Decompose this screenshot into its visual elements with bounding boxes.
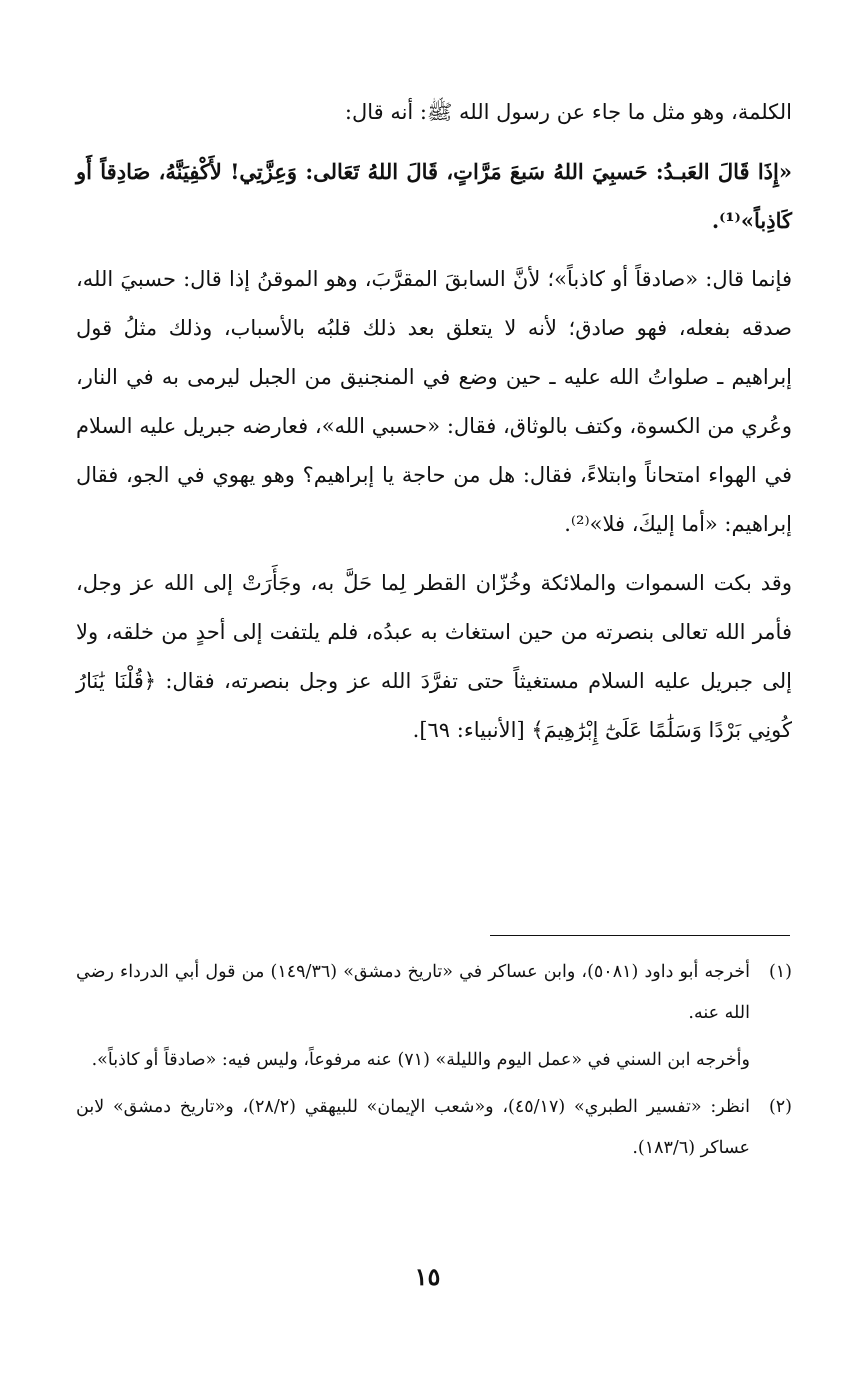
- footnote-divider: [490, 935, 790, 936]
- paragraph-intro: الكلمة، وهو مثل ما جاء عن رسول الله ﷺ: أنه قال:: [344, 100, 792, 124]
- footnote-text: أخرجه أبو داود (٥٠٨١)، وابن عساكر في «تاريخ دمشق» (١٤٩/٣٦) من قول أبي الدرداء رضي الله عنه.: [76, 962, 751, 1023]
- main-text: [76, 88, 792, 755]
- footnotes: [76, 952, 792, 1169]
- footnote-number: (١): [768, 962, 792, 982]
- footnote-1: [76, 952, 792, 1034]
- hadith-quote: «إِذَا قَالَ العَبـدُ: حَسبِيَ اللهُ سَبعَ مَرَّاتٍ، قَالَ اللهُ تَعَالى: وَعِزَّتِي! لأَكْفِيَنَّهُ، صَادِقاً أَو كَاذِباً»⁽¹⁾.: [76, 159, 792, 233]
- footnote-2: [76, 1087, 792, 1169]
- page-number: ١٥: [414, 1262, 441, 1291]
- paragraph-conclusion: وقد بكت السموات والملائكة وخُزّان القطر لِما حَلَّ به، وجَأَرَتْ إلى الله عز وجل، فأمر الله تعالى بنصرته من حين استغاث به عبدُه، فلم يلتفت إلى أحدٍ من خلقه، ولا إلى جبريل عليه السلام مستغيثاً حتى تفرَّدَ الله عز وجل بنصرته، فقال: ﴿قُلْنَا يَٰنَارُ كُونِي بَرْدًا وَسَلَٰمًا عَلَىٰٓ إِبْرَٰهِيمَ﴾ [الأنبياء: ٦٩].: [76, 571, 792, 742]
- paragraph-explanation: فإنما قال: «صادقاً أو كاذباً»؛ لأنَّ السابقَ المقرَّبَ، وهو الموقنُ إذا قال: حسبيَ الله، صدقه بفعله، فهو صادق؛ لأنه لا يتعلق بعد ذلك قلبُه بالأسباب، وذلك مثلُ قول إبراهيم ـ صلواتُ الله عليه ـ حين وضع في المنجنيق من الجبل ليرمى به في النار، وعُري من الكسوة، وكتف بالوثاق، فقال: «حسبي الله»، فعارضه جبريل عليه السلام في الهواء امتحاناً وابتلاءً، فقال: هل من حاجة يا إبراهيم؟ وهو يهوي في الجو، فقال إبراهيم: «أما إليكَ، فلا»⁽²⁾.: [76, 267, 792, 536]
- footnote-1-continued: [76, 1040, 792, 1081]
- footnote-text: وأخرجه ابن السني في «عمل اليوم والليلة» (٧١) عنه مرفوعاً، وليس فيه: «صادقاً أو كاذباً».: [91, 1050, 750, 1070]
- footnote-text: انظر: «تفسير الطبري» (٤٥/١٧)، و«شعب الإيمان» للبيهقي (٢٨/٢)، و«تاريخ دمشق» لابن عساكر (١٨٣/٦).: [76, 1097, 750, 1158]
- footnote-number: (٢): [768, 1097, 792, 1117]
